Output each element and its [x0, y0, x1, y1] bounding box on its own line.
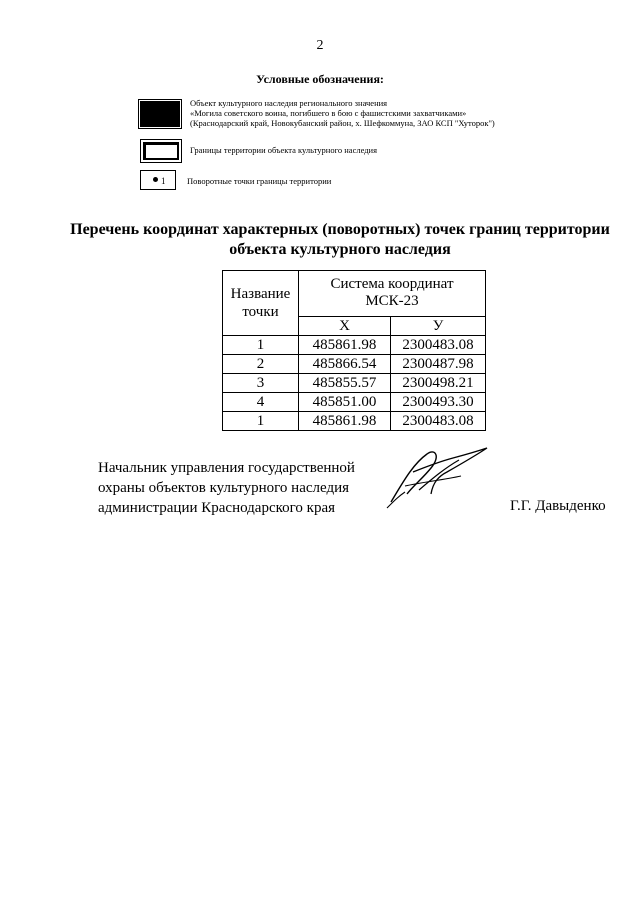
list-title-line: объекта культурного наследия: [229, 241, 451, 258]
list-title-line: Перечень координат характерных (поворотных) точек границ территории: [70, 221, 610, 238]
legend-item-point: [140, 170, 332, 190]
object-swatch-icon: [140, 101, 180, 127]
table-row: [223, 355, 486, 374]
position-line: администрации Краснодарского края: [98, 500, 336, 516]
table-row: [223, 374, 486, 393]
turning-point-swatch-icon: [140, 170, 176, 190]
cell-y: 2300483.08: [391, 336, 486, 355]
cell-x: 485851.00: [299, 393, 391, 412]
position-line: охраны объектов культурного наследия: [98, 480, 350, 496]
point-dot-icon: [153, 177, 158, 182]
coordinates-list-title: [60, 220, 620, 260]
header-text: Название: [230, 286, 291, 302]
cell-y: 2300498.21: [391, 374, 486, 393]
cell-name: 1: [223, 336, 299, 355]
header-text: точки: [242, 304, 279, 320]
signer-name: Г.Г. Давыденко: [510, 498, 606, 514]
legend-item-boundary-text: Границы территории объекта культурного наследия: [190, 145, 378, 155]
legend-item-point-text: Поворотные точки границы территории: [187, 176, 332, 186]
cell-name: 3: [223, 374, 299, 393]
cell-x: 485866.54: [299, 355, 391, 374]
legend-line: Объект культурного наследия регионального значения: [190, 98, 388, 108]
header-coordinate-system: [299, 271, 486, 317]
cell-x: 485861.98: [299, 412, 391, 431]
header-x: X: [299, 316, 391, 335]
legend-item-object-text: [190, 98, 570, 128]
point-marker-label: 1: [161, 176, 166, 186]
handwritten-signature-icon: [383, 442, 493, 514]
cell-x: 485861.98: [299, 336, 391, 355]
coordinates-table: [222, 270, 486, 431]
legend-line: (Краснодарский край, Новокубанский район, х. Шефкоммуна, ЗАО КСП "Хуторок"): [190, 118, 495, 128]
table-row: [223, 393, 486, 412]
cell-name: 2: [223, 355, 299, 374]
table-row: [223, 336, 486, 355]
legend-item-boundary: [140, 139, 378, 163]
table-header-row: [223, 271, 486, 317]
cell-x: 485855.57: [299, 374, 391, 393]
cell-y: 2300493.30: [391, 393, 486, 412]
cell-y: 2300487.98: [391, 355, 486, 374]
position-line: Начальник управления государственной: [98, 460, 355, 476]
cell-y: 2300483.08: [391, 412, 486, 431]
page-number: 2: [316, 38, 324, 53]
table-row: [223, 412, 486, 431]
header-point-name: [223, 271, 299, 336]
cell-name: 4: [223, 393, 299, 412]
header-text: Система координат: [330, 276, 454, 293]
boundary-swatch-icon: [140, 139, 182, 163]
legend-item-object: [140, 98, 495, 128]
cell-name: 1: [223, 412, 299, 431]
signature-block-position: [98, 458, 355, 518]
legend-line: «Могила советского воина, погибшего в бою с фашистскими захватчиками»: [190, 108, 467, 118]
legend-title: Условные обозначения:: [256, 72, 384, 86]
header-text: МСК-23: [365, 293, 419, 310]
header-y: У: [391, 316, 486, 335]
